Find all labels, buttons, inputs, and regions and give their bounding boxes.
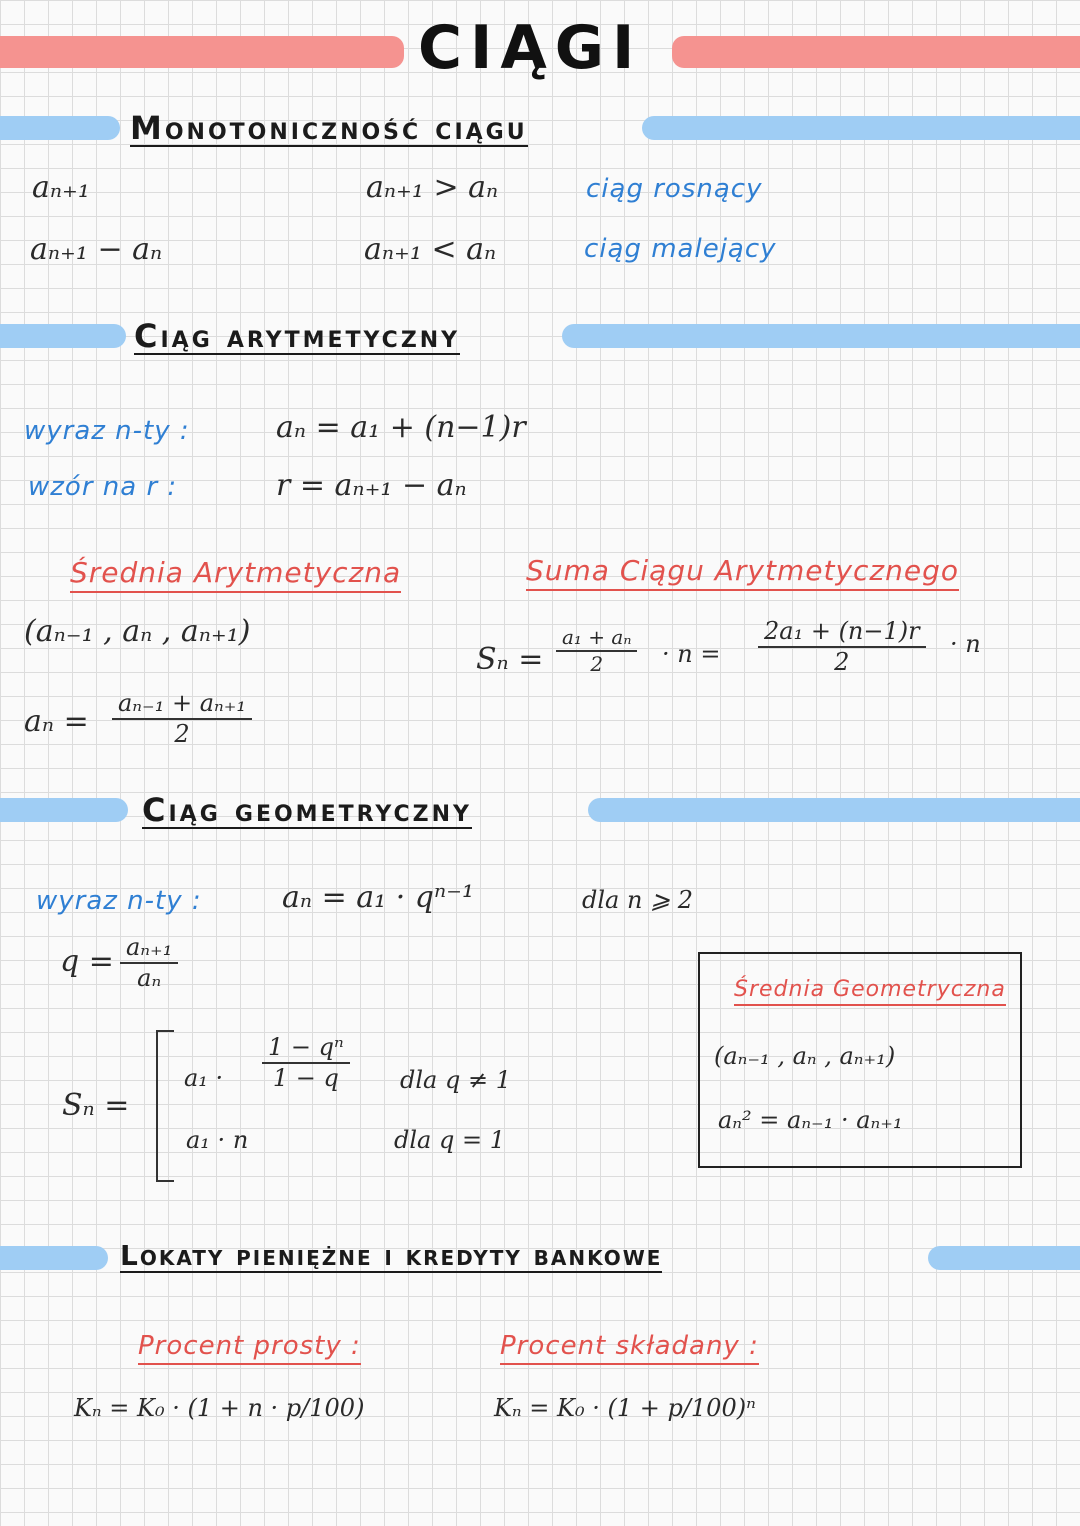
- mono-left-1: aₙ₊₁: [32, 170, 90, 205]
- deposit-simple-formula: Kₙ = K₀ · (1 + n · p/100): [74, 1394, 365, 1422]
- arith-sum-lhs: Sₙ =: [476, 642, 544, 677]
- section-bar-left: [0, 324, 126, 348]
- mono-cond-1: aₙ₊₁ > aₙ: [366, 170, 499, 205]
- arith-nth-formula: aₙ = a₁ + (n−1)r: [276, 410, 526, 445]
- arith-sum-numerator-1: a₁ + aₙ: [556, 626, 637, 652]
- arith-sum-numerator-2: 2a₁ + (n−1)r: [758, 618, 926, 648]
- section-bar-left: [0, 798, 128, 822]
- geo-nth-label: wyraz n-ty :: [36, 886, 202, 916]
- section-bar-left: [0, 116, 120, 140]
- mono-result-decreasing: ciąg malejący: [584, 234, 777, 264]
- geo-sum-case1-denominator: 1 − q: [272, 1064, 339, 1093]
- page-title: CIĄGI: [418, 13, 643, 83]
- mono-result-increasing: ciąg rosnący: [586, 174, 763, 204]
- arith-mean-denominator: 2: [174, 720, 190, 749]
- section-bar-left: [0, 1246, 108, 1270]
- geo-q-lhs: q =: [60, 944, 114, 979]
- deposit-compound-title: Procent składany :: [500, 1332, 759, 1365]
- geo-sum-bracket: [156, 1030, 174, 1182]
- arith-mean-title: Średnia Arytmetyczna: [70, 558, 401, 593]
- geo-q-numerator: aₙ₊₁: [120, 934, 178, 964]
- arith-mean-fraction: [112, 690, 252, 748]
- mono-cond-2: aₙ₊₁ < aₙ: [364, 232, 497, 267]
- arith-mean-lhs: aₙ =: [24, 704, 89, 739]
- geo-q-fraction: [120, 934, 178, 992]
- geo-sum-case1-a: a₁ ·: [184, 1064, 224, 1092]
- section-bar-right: [928, 1246, 1080, 1270]
- geo-mean-formula: aₙ² = aₙ₋₁ · aₙ₊₁: [718, 1106, 903, 1134]
- geo-nth-condition: dla n ⩾ 2: [582, 886, 694, 914]
- geo-mean-seq: (aₙ₋₁ , aₙ , aₙ₊₁): [714, 1042, 896, 1070]
- arith-sum-denominator-1: 2: [590, 652, 604, 676]
- geo-sum-case2: a₁ · n: [186, 1126, 249, 1154]
- title-bar-right: [672, 36, 1080, 68]
- arith-mean-numerator: aₙ₋₁ + aₙ₊₁: [112, 690, 252, 720]
- geo-q-denominator: aₙ: [137, 964, 162, 993]
- section-heading-geometric: Ciąg geometryczny: [142, 791, 472, 829]
- geo-sum-case1-condition: dla q ≠ 1: [400, 1066, 511, 1094]
- deposit-simple-title: Procent prosty :: [138, 1332, 361, 1365]
- arith-nth-label: wyraz n-ty :: [24, 416, 190, 446]
- section-heading-arithmetic: Ciąg arytmetyczny: [134, 317, 461, 355]
- geo-nth-formula: aₙ = a₁ · qⁿ⁻¹: [282, 880, 474, 915]
- arith-sum-denominator-2: 2: [834, 648, 850, 677]
- arith-mean-seq: (aₙ₋₁ , aₙ , aₙ₊₁): [24, 614, 251, 649]
- section-bar-right: [562, 324, 1080, 348]
- title-bar-left: [0, 36, 404, 68]
- mono-left-2: aₙ₊₁ − aₙ: [30, 232, 163, 267]
- arith-r-label: wzór na r :: [28, 472, 178, 502]
- arith-sum-fraction-1: [556, 626, 637, 675]
- section-heading-monotonicity: Monotoniczność ciągu: [130, 109, 528, 147]
- deposit-compound-formula: Kₙ = K₀ · (1 + p/100)ⁿ: [494, 1394, 756, 1422]
- arith-sum-fraction-2: [758, 618, 926, 676]
- geo-mean-title: Średnia Geometryczna: [734, 978, 1006, 1006]
- geo-sum-case1-fraction: [262, 1034, 350, 1092]
- arith-r-formula: r = aₙ₊₁ − aₙ: [276, 468, 467, 503]
- section-heading-deposits: Lokaty pieniężne i kredyty bankowe: [120, 1239, 663, 1272]
- section-bar-right: [642, 116, 1080, 140]
- geo-sum-case2-condition: dla q = 1: [394, 1126, 505, 1154]
- geo-sum-case1-numerator: 1 − qⁿ: [262, 1034, 350, 1064]
- arith-sum-multiply-1: · n =: [662, 640, 721, 668]
- arith-sum-title: Suma Ciągu Arytmetycznego: [526, 556, 959, 591]
- arith-sum-multiply-2: · n: [950, 630, 981, 658]
- geo-sum-lhs: Sₙ =: [62, 1088, 130, 1123]
- section-bar-right: [588, 798, 1080, 822]
